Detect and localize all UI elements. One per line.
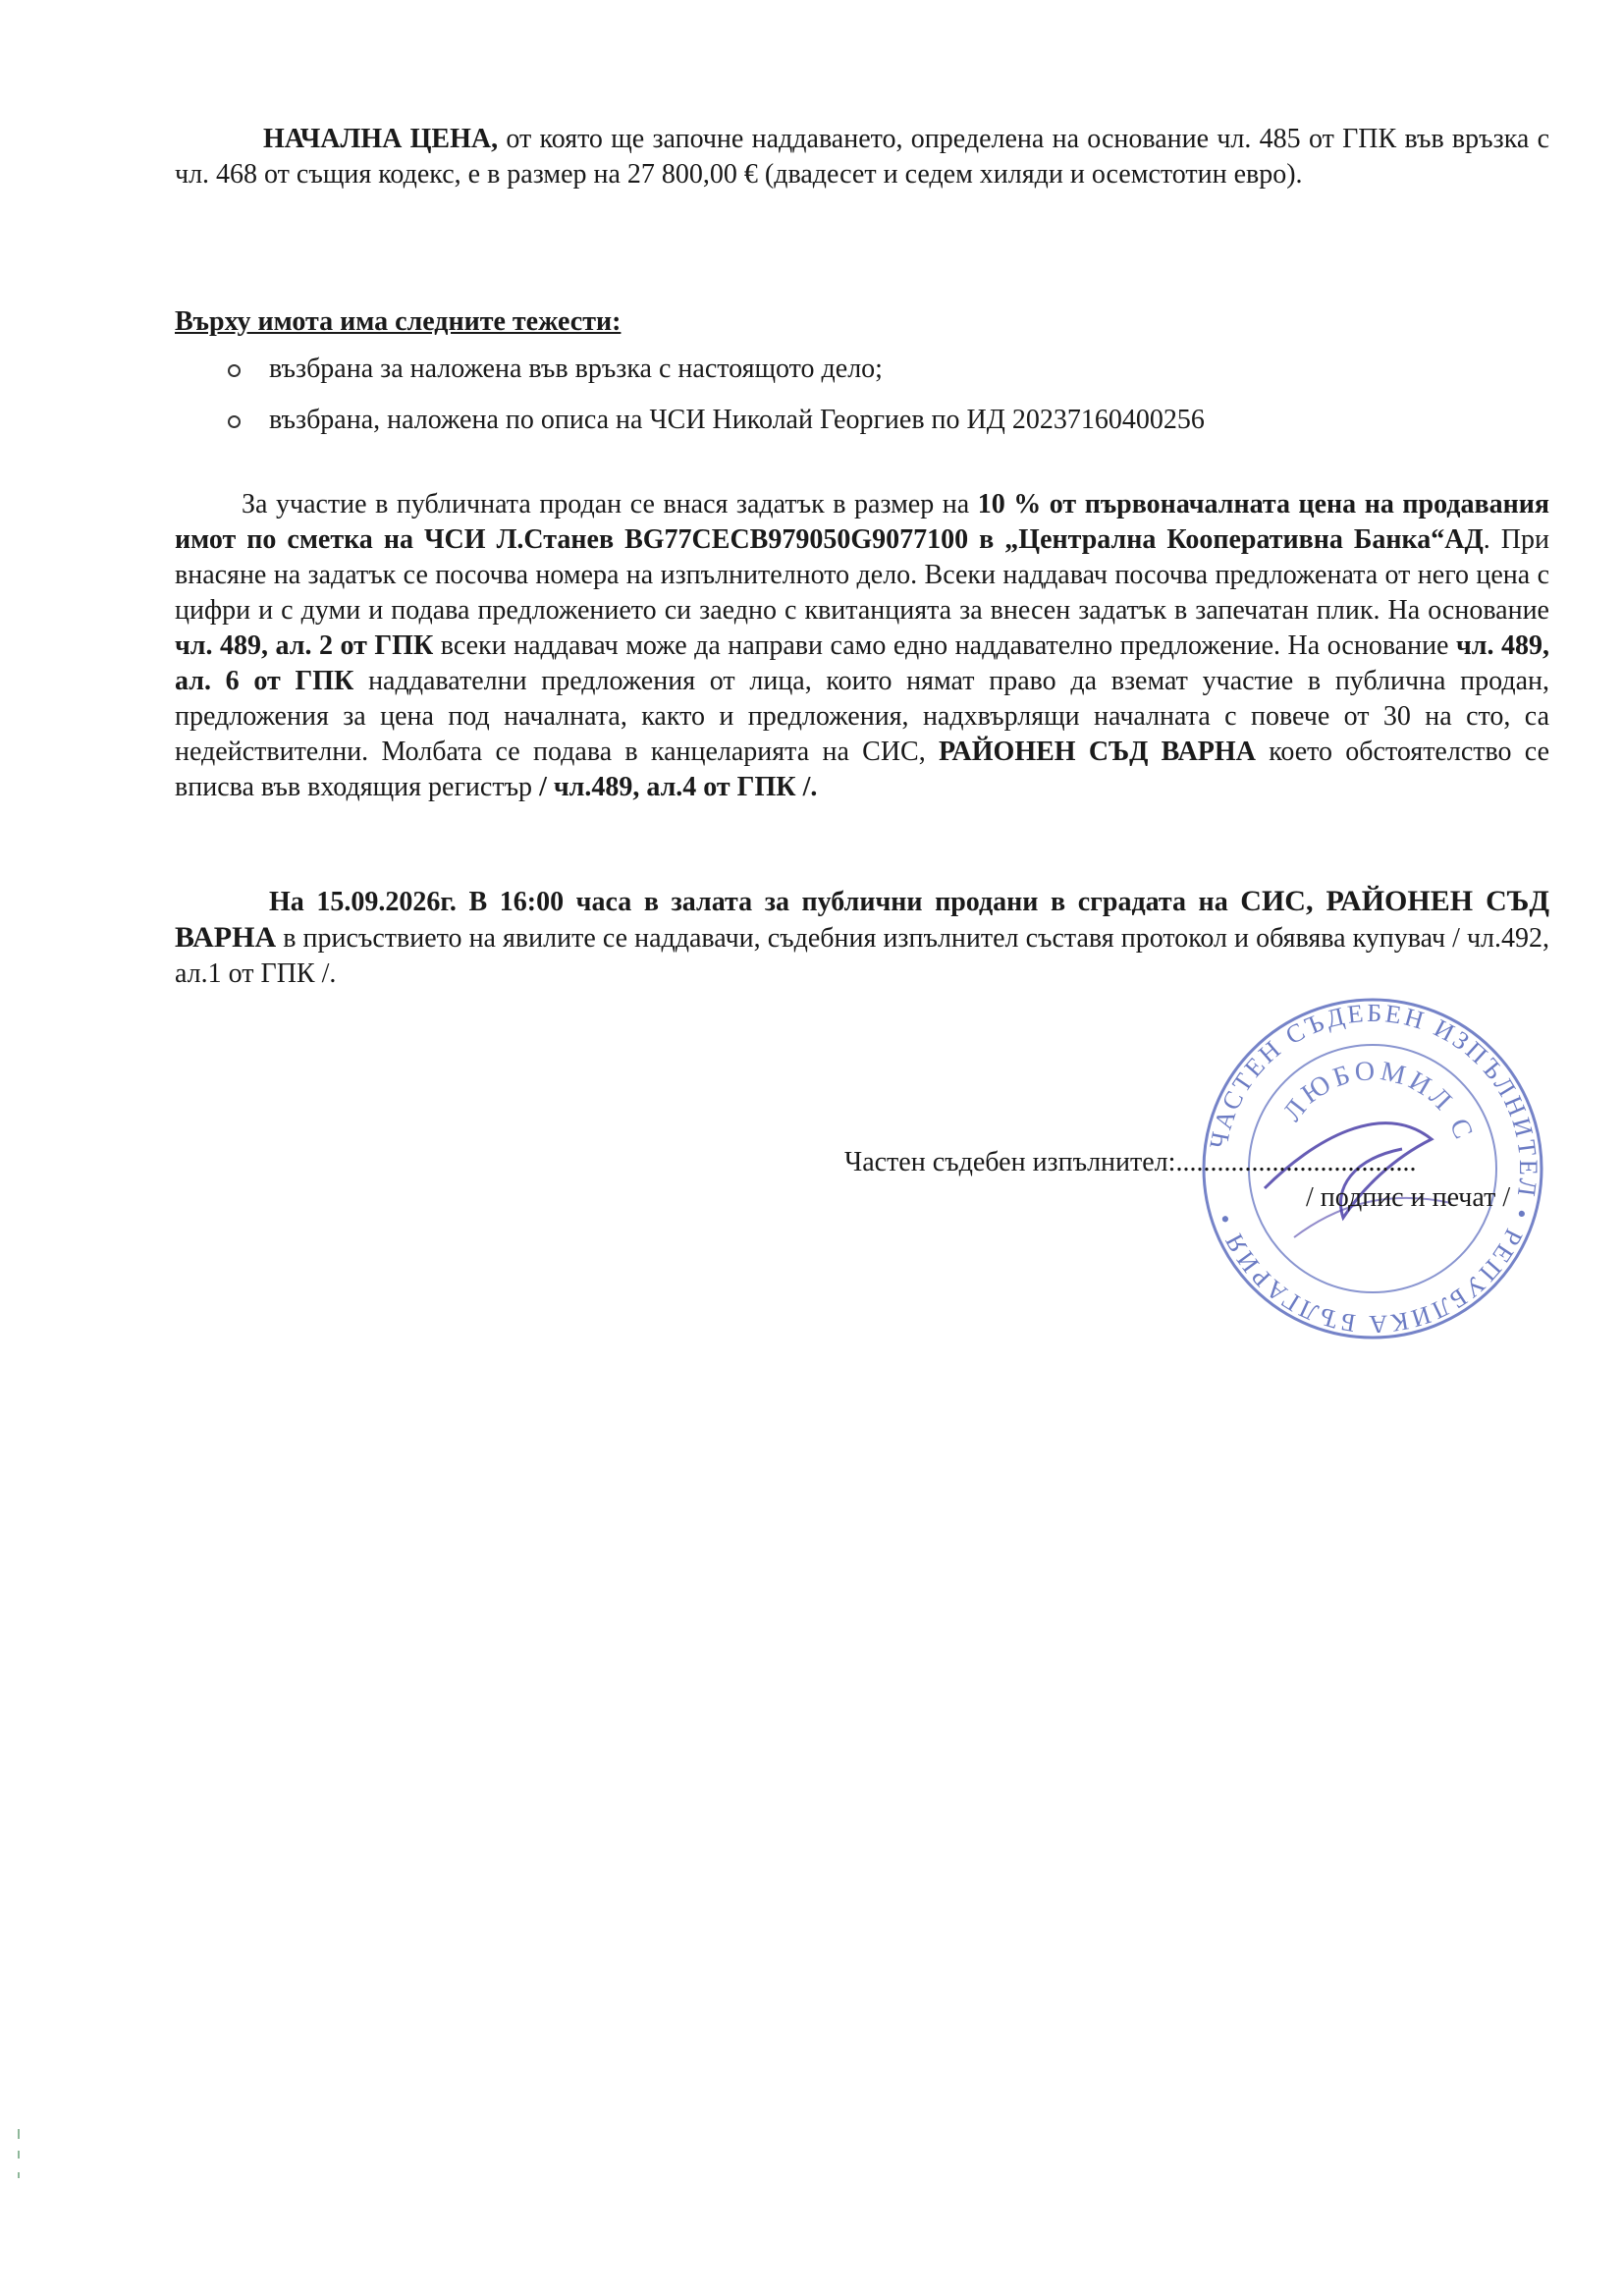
encumbrances-list <box>218 352 1494 454</box>
bullet-icon <box>228 364 241 377</box>
signature-note: / подпис и печат / <box>1306 1182 1511 1213</box>
list-item: възбрана, наложена по описа на ЧСИ Николай Георгиев по ИД 20237160400256 <box>218 403 1494 454</box>
deposit-account: 10 % от първоначалната цена на продавания имот по сметка на ЧСИ Л.Станев BG77CECB979050G9077100 в „Централна Кооперативна Банка“АД <box>175 489 1549 555</box>
signature-line <box>844 1145 1416 1180</box>
auction-date-time: На 15.09.2026г. В 16:00 часа в залата за публични продани в сградата на <box>269 887 1241 917</box>
scan-mark-icon <box>16 2129 22 2188</box>
scan-margin-mark <box>16 2129 22 2188</box>
signature-label: Частен съдебен изпълнител: <box>844 1147 1176 1177</box>
starting-price-lead: НАЧАЛНА ЦЕНА, <box>263 124 499 154</box>
stamp-inner-text: ЛЮБОМИЛ С <box>1276 1056 1481 1147</box>
encumbrances-title: Върху имота има следните тежести: <box>175 306 622 337</box>
stamp-outer-text: ЧАСТЕН СЪДЕБЕН ИЗПЪЛНИТЕЛ • РЕПУБЛИКА БЪЛГАРИЯ • <box>1204 998 1543 1339</box>
starting-price-paragraph <box>175 122 1549 192</box>
starting-price-text: от която ще започне наддаването, определена на основание чл. 485 от ГПК във връзка с чл. 468 от същия кодекс, е в размер на 27 800,00 € (двадесет и седем хиляди и осемстотин евро). <box>175 124 1550 190</box>
deposit-paragraph: За участие в публичната продан се внася задатък в размер на 10 % от първоначалната цена на продавания имот по сметка на ЧСИ Л.Станев BG77CECB979050G9077100 в „Централна Кооперативна Банка“АД. При внасяне на задатък се посочва номера на изпълнителното дело. Всеки наддавач посочва предложената от него цена с цифри и с думи и подава предложението си заедно с квитанцията за внесен задатък в запечатан плик. На основание чл. 489, ал. 2 от ГПК всеки наддавач може да направи само едно наддавателно предложение. На основание чл. 489, ал. 6 от ГПК наддавателни предложения от лица, които нямат право да вземат участие в публична продан, предложения за цена под началната, както и предложения, надхвърлящи началната с повече от 30 на сто, са недействителни. Молбата се подава в канцеларията на СИС, РАЙОНЕН СЪД ВАРНА което обстоятелство се вписва във входящия регистър / чл.489, ал.4 от ГПК /. <box>175 489 1550 802</box>
list-item: възбрана за наложена във връзка с настоящото дело; <box>218 352 1494 403</box>
court-name: СИС, РАЙОНЕН СЪД ВАРНА <box>175 885 1550 954</box>
signature-dots: ................................... <box>1175 1147 1417 1177</box>
bullet-icon <box>228 415 241 428</box>
auction-date-paragraph: На 15.09.2026г. В 16:00 часа в залата за публични продани в сградата на СИС, РАЙОНЕН СЪД ВАРНА в присъствието на явилите се наддавачи, съдебния изпълнител съставя протокол и обявява купувач / чл.492, ал.1 от ГПК /. <box>175 885 1550 989</box>
